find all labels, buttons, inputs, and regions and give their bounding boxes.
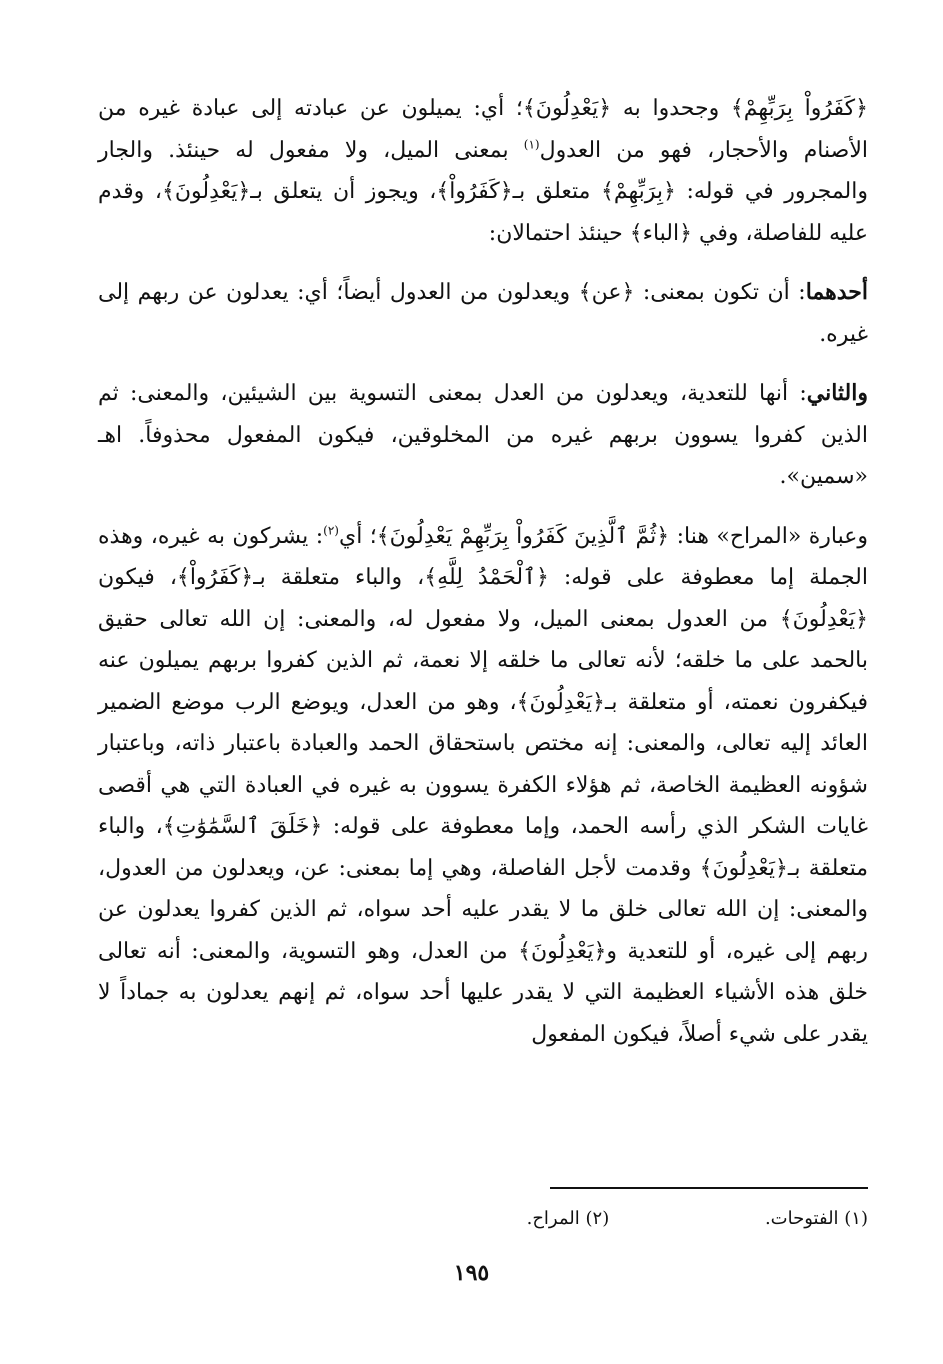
footnote-divider (550, 1187, 868, 1189)
paragraph-2-lead: أحدهما (805, 279, 868, 305)
page-body (98, 88, 868, 1055)
footnotes (98, 1204, 868, 1234)
paragraph-2 (98, 272, 868, 355)
paragraph-4-text-continued: : يشركون به غيره، وهذه الجملة إما معطوفة على قوله: ﴿ٱلْحَمْدُ لِلَّهِ﴾، والباء متعلقة بـ﴿كَفَرُواْ﴾، فيكون ﴿يَعْدِلُونَ﴾ من العدول بمعنى الميل، ولا مفعول له، والمعنى: إن الله تعالى حقيق بالحمد على ما خلقه؛ لأنه تعالى ما خلقه إلا نعمة، ثم الذين كفروا بربهم يميلون عنه فيكفرون نعمته، أو متعلقة بـ﴿يَعْدِلُونَ﴾، وهو من العدل، ويوضع الرب موضع الضمير العائد إليه تعالى، والمعنى: إنه مختص باستحقاق الحمد والعبادة باعتبار ذاته، وباعتبار شؤونه العظيمة الخاصة، ثم هؤلاء الكفرة يسوون به غيره في العبادة التي هي أقصى غايات الشكر الذي رأسه الحمد، وإما معطوفة على قوله: ﴿خَلَقَ ٱلسَّمَٰوَٰتِ﴾، والباء متعلقة بـ﴿يَعْدِلُونَ﴾ وقدمت لأجل الفاصلة، وهي إما بمعنى: عن، ويعدلون من العدول، والمعنى: إن الله تعالى خلق ما لا يقدر عليه أحد سواه، ثم الذين كفروا يعدلون عن ربهم إلى غيره، أو للتعدية و﴿يَعْدِلُونَ﴾ من العدل، وهو التسوية، والمعنى: أنه تعالى خلق هذه الأشياء العظيمة التي لا يقدر عليها أحد سواه، ثم إنهم يعدلون به جماداً لا يقدر على شيء أصلاً، فيكون المفعول (98, 523, 868, 1047)
paragraph-4-text: وعبارة «المراح» هنا: ﴿ثُمَّ ٱلَّذِينَ كَفَرُواْ بِرَبِّهِمْ يَعْدِلُونَ﴾؛ أي (338, 523, 868, 549)
paragraph-4 (98, 516, 868, 1056)
footnote-1: (١) الفتوحات. (764, 1208, 868, 1229)
footnote-marker-1[interactable]: (١) (523, 137, 540, 152)
footnote-marker-2[interactable]: (٢) (323, 523, 339, 538)
paragraph-3-text: : أنها للتعدية، ويعدلون من العدل بمعنى التسوية بين الشيئين، والمعنى: ثم الذين كفروا يسوون بربهم غيره من المخلوقين، فيكون المفعول محذوفاً. اهـ «سمين». (98, 381, 868, 489)
paragraph-1 (98, 88, 868, 254)
paragraph-1-text-continued: بمعنى الميل، ولا مفعول له حينئذ. والجار والمجرور في قوله: ﴿بِرَبِّهِمْ﴾ متعلق بـ﴿كَفَرُواْ﴾، ويجوز أن يتعلق بـ﴿يَعْدِلُونَ﴾، وقدم عليه للفاصلة، وفي ﴿الباء﴾ حينئذ احتمالان: (98, 137, 868, 246)
paragraph-3 (98, 373, 868, 498)
paragraph-3-lead: والثاني (806, 380, 868, 406)
paragraph-1-text: ﴿كَفَرُواْ بِرَبِّهِمْ﴾ وجحدوا به ﴿يَعْدِلُونَ﴾؛ أي: يميلون عن عبادته إلى عبادة غيره من الأصنام والأحجار، فهو من العدول (98, 96, 868, 163)
paragraph-2-text: : أن تكون بمعنى: ﴿عن﴾ ويعدلون من العدول أيضاً؛ أي: يعدلون عن ربهم إلى غيره. (98, 280, 868, 347)
footnote-2: (٢) المراح. (526, 1208, 610, 1229)
page-number: ١٩٥ (453, 1260, 490, 1286)
